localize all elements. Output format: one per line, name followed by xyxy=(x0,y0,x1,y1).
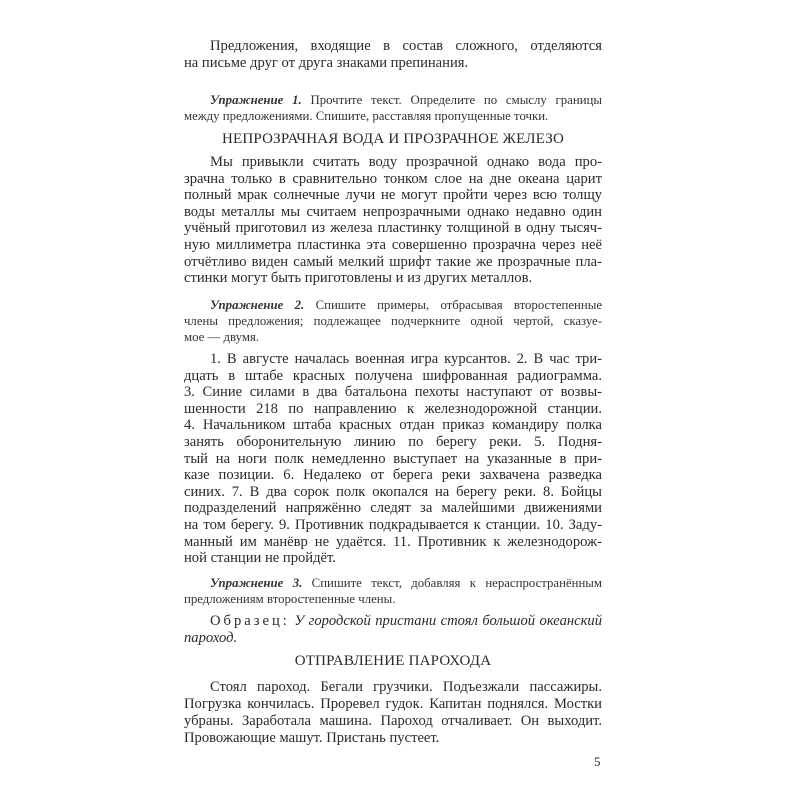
text-line: Мы привыкли считать воду прозрачной однако вода про- xyxy=(210,154,602,170)
text-line: 4. Начальником штаба красных отдан приказ командиру полка xyxy=(184,417,602,434)
text-line: тый на ноги полк немедленно выступает на указанные в при- xyxy=(184,450,602,467)
text-line xyxy=(184,613,602,630)
exercise-2 xyxy=(184,297,602,345)
text-line: отчётливо виден самый мелкий шрифт такие же прозрачные пла- xyxy=(184,253,602,270)
text-line: зрачна только в сравнительно тонком слое на дне океана царит xyxy=(184,170,602,187)
exercise-3 xyxy=(184,575,602,607)
text-line xyxy=(184,297,602,313)
exercise-label: Упражнение 2. xyxy=(210,298,305,312)
text-line: на том берегу. 9. Противник подкрадывается к станции. 10. Заду- xyxy=(184,516,602,533)
text-line: 1. В августе началась военная игра курсантов. 2. В час три- xyxy=(210,351,602,367)
text-line: синих. 7. В два сорок полк окопался на берегу реки. 8. Бойцы xyxy=(184,483,602,500)
exercise-label: Упражнение 3. xyxy=(210,576,303,590)
text-line: 3. Синие силами в два батальона пехоты наступают от возвы- xyxy=(184,384,602,401)
examples-paragraph xyxy=(184,351,602,567)
section-heading: НЕПРОЗРАЧНАЯ ВОДА И ПРОЗРАЧНОЕ ЖЕЛЕЗО xyxy=(221,131,564,147)
text-line: дцать в штабе красных получена шифрованная радиограмма. xyxy=(184,367,602,384)
text-line: ную миллиметра пластинка эта совершенно прозрачна через неё xyxy=(184,236,602,253)
exercise-1 xyxy=(184,92,602,124)
text-line: стинки могут быть приготовлены и из других металлов. xyxy=(184,270,533,287)
text-line: Провожающие машут. Пристань пустеет. xyxy=(184,730,440,746)
text-line: Предложения, входящие в состав сложного, отделяются xyxy=(210,38,602,54)
text-line: воды металлы мы считаем непрозрачными однако недавно один xyxy=(184,203,602,220)
text-line: на письме друг от друга знаками препинания. xyxy=(184,54,469,71)
text-line: полный мрак солнечные лучи не могут пройти через всю толщу xyxy=(184,187,602,204)
sample-label: Образец: xyxy=(210,613,290,629)
text-line: казе позиции. 6. Недалеко от берега реки захвачена разведка xyxy=(184,467,602,484)
text-line: убраны. Заработала машина. Пароход отчаливает. Он выходит. xyxy=(184,713,602,729)
exercise-text: Прочтите текст. Определите по смыслу границы xyxy=(310,93,602,107)
text-line: ной станции не пройдёт. xyxy=(184,550,336,567)
text-line: Погрузка кончилась. Проревел гудок. Капитан поднялся. Мостки xyxy=(184,696,602,712)
text-paragraph xyxy=(184,154,602,287)
exercise-text: Спишите примеры, отбрасывая второстепенные xyxy=(315,298,602,312)
sample-paragraph xyxy=(184,613,602,646)
sample-text: У городской пристани стоял большой океанский xyxy=(294,613,602,629)
text-line: Стоял пароход. Бегали грузчики. Подъезжали пассажиры. xyxy=(210,679,602,695)
exercise-text: Спишите текст, добавляя к нераспространённым xyxy=(311,576,602,590)
text-line: мое — двумя. xyxy=(184,330,260,344)
text-line xyxy=(184,575,602,591)
exercise-label: Упражнение 1. xyxy=(210,93,302,107)
text-paragraph xyxy=(184,679,602,747)
text-line: предложениям второстепенные члены. xyxy=(184,592,396,606)
intro-paragraph xyxy=(184,38,602,71)
text-line: члены предложения; подлежащее подчеркните одной чертой, сказуе- xyxy=(184,314,602,328)
text-line: между предложениями. Спишите, расставляя пропущенные точки. xyxy=(184,109,549,123)
text-line: шенности 218 по направлению к железнодорожной станции. xyxy=(184,400,602,417)
text-line: пароход. xyxy=(184,629,238,646)
text-line: учёный приготовил из железа пластинку толщиной в одну тысяч- xyxy=(184,220,602,237)
text-line: занять оборонительную линию по берегу реки. 5. Подня- xyxy=(184,433,602,450)
section-heading: ОТПРАВЛЕНИЕ ПАРОХОДА xyxy=(294,653,492,669)
text-line: подразделений напряжённо следят за малейшими движениями xyxy=(184,500,602,517)
text-line: манный им манёвр не удаётся. 11. Противник к железнодорож- xyxy=(184,533,602,550)
page-number: 5 xyxy=(594,754,601,769)
text-line xyxy=(184,92,602,108)
